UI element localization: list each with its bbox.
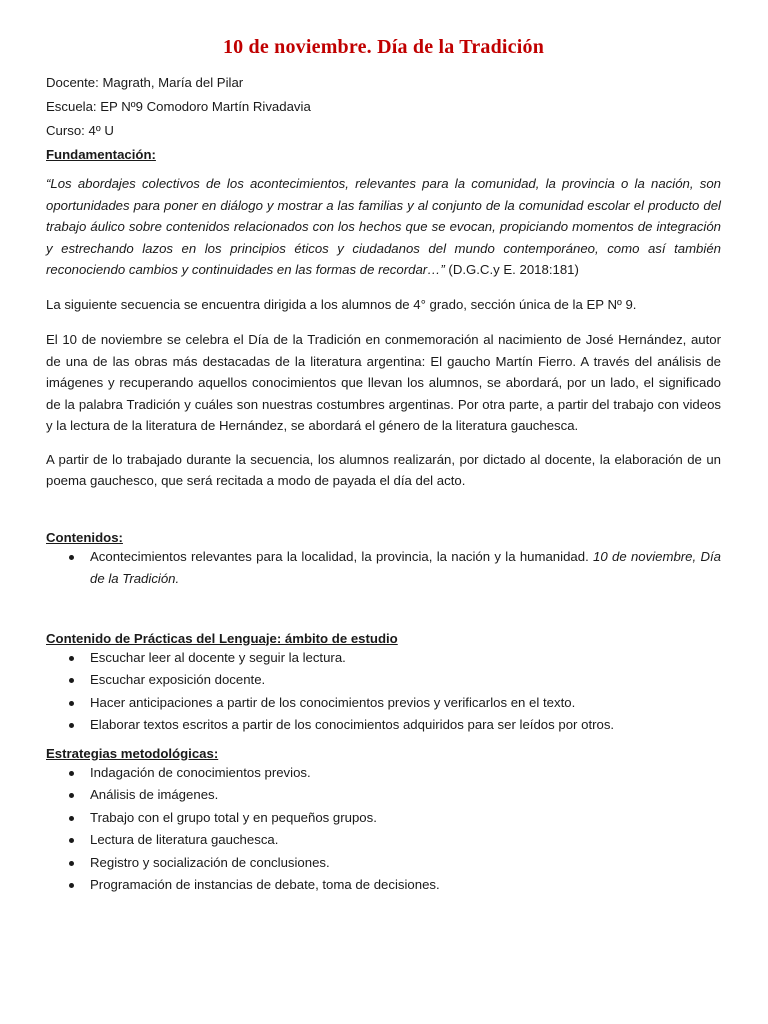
list-item <box>46 829 721 852</box>
bullet-icon <box>69 861 74 866</box>
bullet-icon <box>69 701 74 706</box>
bullet-icon <box>69 771 74 776</box>
practicas-list <box>46 647 721 737</box>
estrategias-item-text: Lectura de literatura gauchesca. <box>90 832 279 847</box>
bullet-icon <box>69 656 74 661</box>
estrategias-item-text: Trabajo con el grupo total y en pequeños grupos. <box>90 809 377 825</box>
document-title: 10 de noviembre. Día de la Tradición <box>222 36 545 58</box>
estrategias-list <box>46 762 721 897</box>
fundamentacion-heading-text: Fundamentación <box>46 147 152 162</box>
bullet-icon <box>69 555 74 560</box>
paragraph-tradition-day: El 10 de noviembre se celebra el Día de la Tradición en conmemoración al nacimiento de José Hernández, autor de una de las obras más destacadas de la literatura argentina: El gaucho Martín Fierro. A través del análisis de imágenes y recuperando aquellos conocimientos que llevan los alumnos, se abordará, por un lado, el significado de la palabra Tradición y cuáles son nuestras costumbres argentinas. Por otra parte, a partir del trabajo con videos y la lectura de la literatura de Hernández, se abordará el género de la literatura gauchesca. <box>46 332 721 433</box>
practicas-item-text: Hacer anticipaciones a partir de los conocimientos previos y verificarlos en el texto. <box>90 694 576 710</box>
list-item <box>46 714 721 737</box>
quote-text: “Los abordajes colectivos de los acontecimientos, relevantes para la comunidad, la provincia o la nación, son oportunidades para poner en diálogo y mostrar a las familias y al conjunto de la comunidad escolar el producto del trabajo áulico sobre contenidos relacionados con los hechos que se evocan, propiciando momentos de integración y estrechando lazos en los principios éticos y ciudadanos del mundo contemporáneo, como así también reconociendo cambios y continuidades en las formas de recordar…” <box>46 176 721 277</box>
contenidos-item-italic: 10 de noviembre, Día de la Tradición. <box>90 548 721 586</box>
list-item <box>46 807 721 830</box>
paragraph-target-audience: La siguiente secuencia se encuentra dirigida a los alumnos de 4° grado, sección única de la EP Nº 9. <box>46 296 637 312</box>
teacher-line: Docente: Magrath, María del Pilar <box>46 75 244 90</box>
contenidos-heading-colon: : <box>118 529 123 545</box>
bullet-icon <box>69 678 74 683</box>
practicas-item-text: Escuchar exposición docente. <box>90 672 266 687</box>
course-line: Curso: 4º U <box>46 123 114 138</box>
contenidos-item-text: Acontecimientos relevantes para la localidad, la provincia, la nación y la humanidad. <box>90 548 594 564</box>
practicas-item-text: Elaborar textos escritos a partir de los conocimientos adquiridos para ser leídos por otros. <box>90 717 615 732</box>
list-item <box>46 762 721 785</box>
bullet-icon <box>69 883 74 888</box>
list-item <box>46 874 721 897</box>
list-item <box>46 784 721 807</box>
estrategias-item-text: Registro y socialización de conclusiones. <box>90 854 330 870</box>
contenidos-heading-text: Contenidos <box>46 529 119 545</box>
bullet-icon <box>69 723 74 728</box>
paragraph-gaucho-poem: A partir de lo trabajado durante la secuencia, los alumnos realizarán, por dictado al docente, la elaboración de un poema gauchesco, que será recitada a modo de payada el día del acto. <box>46 451 721 488</box>
fundamentacion-quote <box>46 173 721 281</box>
bullet-icon <box>69 838 74 843</box>
section-heading-estrategias: Estrategias metodológicas: <box>46 745 219 761</box>
section-heading-practicas: Contenido de Prácticas del Lenguaje: ámbito de estudio <box>46 630 398 646</box>
list-item <box>46 852 721 875</box>
section-heading-fundamentacion <box>46 147 721 163</box>
list-item <box>46 546 721 591</box>
bullet-icon <box>69 793 74 798</box>
estrategias-item-text: Programación de instancias de debate, toma de decisiones. <box>90 877 440 892</box>
practicas-item-text: Escuchar leer al docente y seguir la lectura. <box>90 649 346 665</box>
list-item <box>46 647 721 670</box>
estrategias-item-text: Análisis de imágenes. <box>90 787 219 802</box>
contenidos-list <box>46 546 721 591</box>
estrategias-item-text: Indagación de conocimientos previos. <box>90 764 311 780</box>
list-item <box>46 692 721 715</box>
school-line: Escuela: EP Nº9 Comodoro Martín Rivadavia <box>46 99 311 114</box>
quote-citation: (D.G.C.y E. 2018:181) <box>444 262 579 277</box>
section-heading-contenidos <box>46 530 721 546</box>
bullet-icon <box>69 816 74 821</box>
fundamentacion-heading-colon: : <box>151 147 156 162</box>
list-item <box>46 669 721 692</box>
